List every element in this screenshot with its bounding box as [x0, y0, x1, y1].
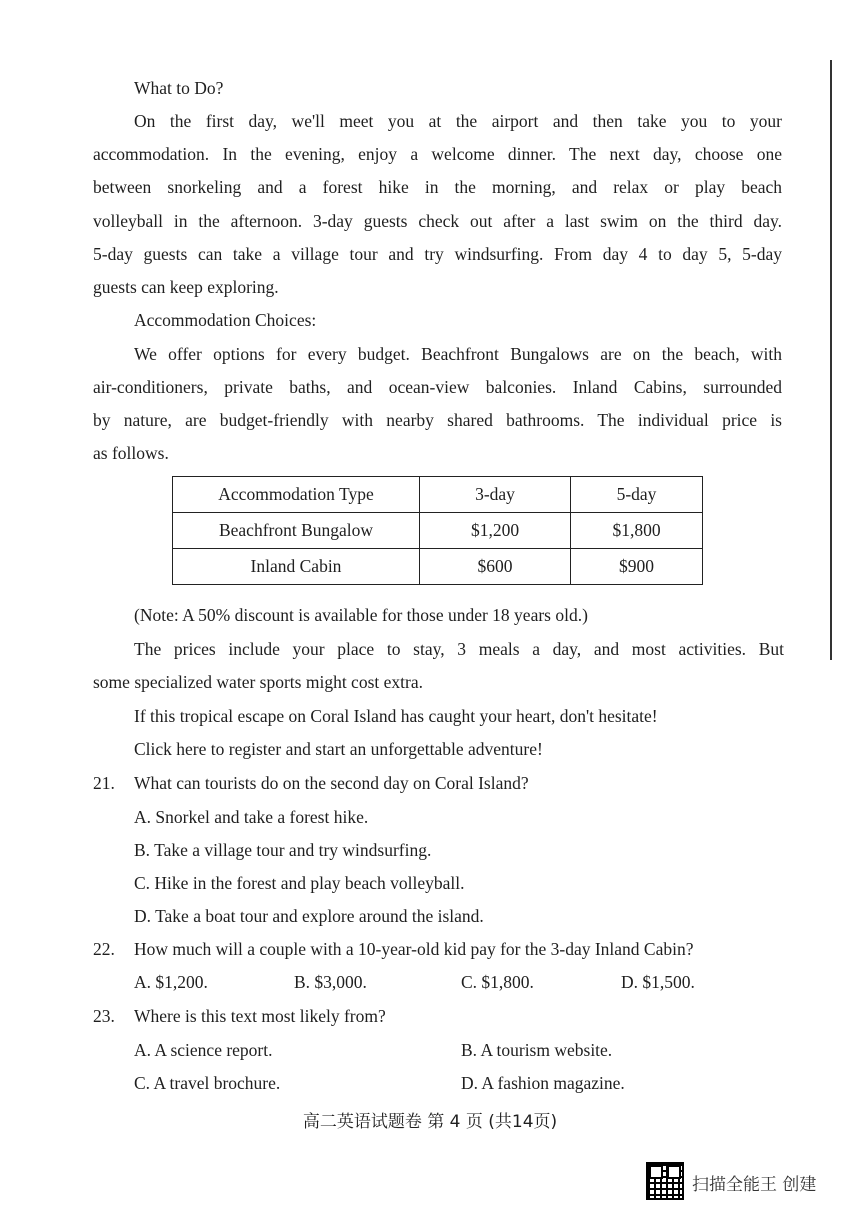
question-text: Where is this text most likely from? — [134, 1006, 386, 1026]
answer-option-a[interactable]: A. Snorkel and take a forest hike. — [134, 807, 369, 827]
scanner-label: 扫描全能王 创建 — [692, 1175, 817, 1195]
paragraph-line: volleyball in the afternoon. 3-day guests check out after a last swim on the third day. — [93, 211, 782, 231]
table-cell: $1,800 — [571, 513, 703, 549]
paragraph-line: by nature, are budget-friendly with nearby shared bathrooms. The individual price is — [93, 410, 782, 430]
paragraph-line: The prices include your place to stay, 3 meals a day, and most activities. But — [134, 639, 784, 659]
price-table — [172, 476, 703, 585]
answer-option-a[interactable]: A. $1,200. — [134, 972, 208, 992]
question-number: 22. — [93, 939, 115, 959]
answer-option-b[interactable]: B. A tourism website. — [461, 1040, 613, 1060]
question-number: 23. — [93, 1006, 115, 1026]
table-header-row — [173, 477, 703, 513]
answer-option-b[interactable]: B. $3,000. — [294, 972, 367, 992]
table-header: 5-day — [571, 477, 703, 513]
paragraph-line: between snorkeling and a forest hike in the morning, and relax or play beach — [93, 177, 782, 197]
question-text: How much will a couple with a 10-year-old kid pay for the 3-day Inland Cabin? — [134, 939, 694, 959]
paragraph-line: We offer options for every budget. Beachfront Bungalows are on the beach, with — [134, 344, 782, 364]
question-number: 21. — [93, 773, 115, 793]
scan-edge-line — [830, 60, 832, 660]
table-cell: $900 — [571, 549, 703, 585]
qr-code-icon — [646, 1162, 684, 1200]
answer-option-c[interactable]: C. A travel brochure. — [134, 1073, 281, 1093]
closing-line: If this tropical escape on Coral Island has caught your heart, don't hesitate! — [134, 706, 658, 726]
table-cell: $600 — [420, 549, 571, 585]
paragraph-line: as follows. — [93, 443, 169, 463]
table-cell: $1,200 — [420, 513, 571, 549]
paragraph-line: some specialized water sports might cost extra. — [93, 672, 423, 692]
answer-option-d[interactable]: D. Take a boat tour and explore around the island. — [134, 906, 484, 926]
section-heading-accommodation: Accommodation Choices: — [134, 310, 317, 330]
answer-option-c[interactable]: C. $1,800. — [461, 972, 534, 992]
paragraph-line: accommodation. In the evening, enjoy a welcome dinner. The next day, choose one — [93, 144, 782, 164]
table-header: 3-day — [420, 477, 571, 513]
answer-option-b[interactable]: B. Take a village tour and try windsurfing. — [134, 840, 432, 860]
answer-option-d[interactable]: D. $1,500. — [621, 972, 695, 992]
table-header: Accommodation Type — [173, 477, 420, 513]
table-cell: Inland Cabin — [173, 549, 420, 585]
answer-option-d[interactable]: D. A fashion magazine. — [461, 1073, 625, 1093]
paragraph-line: air-conditioners, private baths, and ocean-view balconies. Inland Cabins, surrounded — [93, 377, 782, 397]
discount-note: (Note: A 50% discount is available for those under 18 years old.) — [134, 605, 588, 625]
section-heading-what-to-do: What to Do? — [134, 78, 224, 98]
table-row — [173, 513, 703, 549]
table-cell: Beachfront Bungalow — [173, 513, 420, 549]
register-line: Click here to register and start an unforgettable adventure! — [134, 739, 543, 759]
paragraph-line: On the first day, we'll meet you at the airport and then take you to your — [134, 111, 782, 131]
paragraph-line: 5-day guests can take a village tour and try windsurfing. From day 4 to day 5, 5-day — [93, 244, 782, 264]
answer-option-c[interactable]: C. Hike in the forest and play beach volleyball. — [134, 873, 465, 893]
question-text: What can tourists do on the second day on Coral Island? — [134, 773, 529, 793]
answer-option-a[interactable]: A. A science report. — [134, 1040, 273, 1060]
paragraph-line: guests can keep exploring. — [93, 277, 279, 297]
page-footer: 高二英语试题卷 第 4 页 (共14页) — [302, 1112, 558, 1132]
table-row — [173, 549, 703, 585]
